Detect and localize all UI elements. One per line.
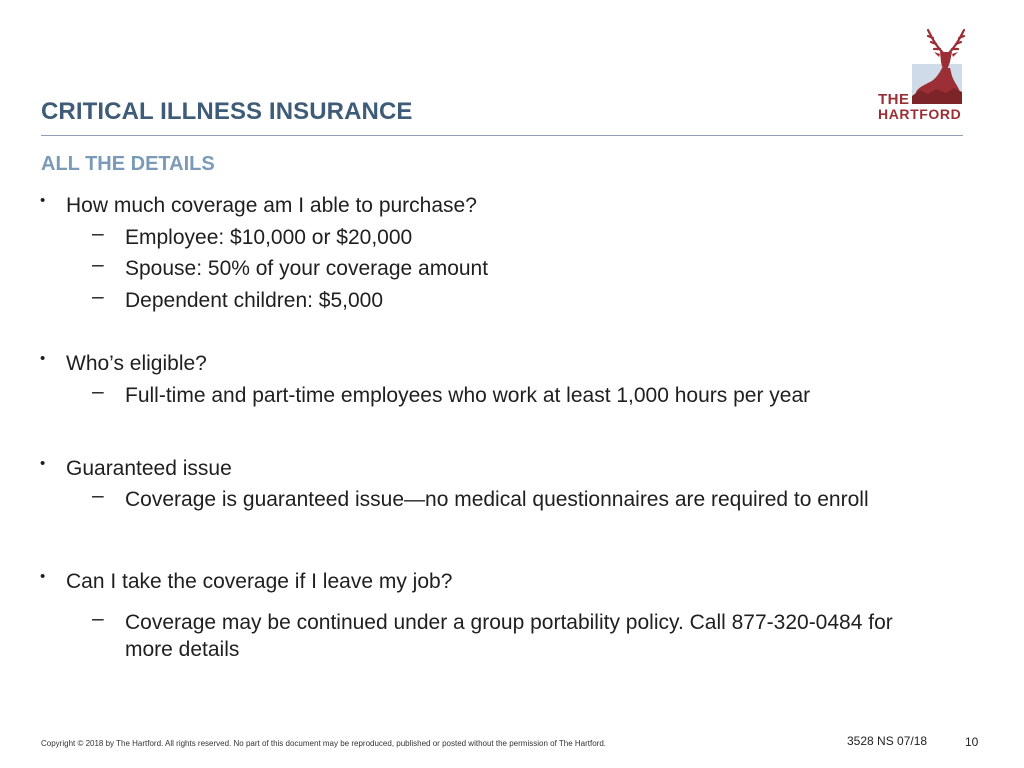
page-number: 10 <box>965 735 979 749</box>
bullet-text: How much coverage am I able to purchase? <box>66 194 477 217</box>
sub-bullet-item <box>92 484 869 512</box>
sub-bullet-item <box>92 380 811 408</box>
dash-marker: – <box>92 484 104 507</box>
dash-marker: – <box>92 285 104 308</box>
sub-bullet-item <box>92 222 413 250</box>
bullet-item <box>40 192 477 218</box>
sub-bullet-text: Coverage may be continued under a group portability policy. Call 877-320-0484 for more details <box>125 611 893 661</box>
sub-bullet-item <box>92 253 489 281</box>
bullet-marker: • <box>40 568 46 585</box>
slide-title: CRITICAL ILLNESS INSURANCE <box>41 98 413 125</box>
bullet-text: Can I take the coverage if I leave my job? <box>66 570 453 593</box>
sub-bullet-text: Dependent children: $5,000 <box>125 289 384 312</box>
title-divider <box>41 135 963 136</box>
document-code: 3528 NS 07/18 <box>847 734 928 748</box>
bullet-item <box>40 568 453 594</box>
dash-marker: – <box>92 607 104 630</box>
logo-wordmark <box>878 92 961 122</box>
sub-bullet-item <box>92 607 935 663</box>
dash-marker: – <box>92 380 104 403</box>
sub-bullet-text: Employee: $10,000 or $20,000 <box>125 226 413 249</box>
sub-bullet-text: Spouse: 50% of your coverage amount <box>125 257 489 280</box>
slide-subtitle: ALL THE DETAILS <box>41 153 215 175</box>
bullet-text: Who’s eligible? <box>66 352 207 375</box>
bullet-marker: • <box>40 455 46 472</box>
dash-marker: – <box>92 222 104 245</box>
sub-bullet-item <box>92 285 384 313</box>
bullet-marker: • <box>40 192 46 209</box>
bullet-item <box>40 455 232 481</box>
bullet-item <box>40 350 207 376</box>
logo-line-1: THE <box>878 91 910 108</box>
dash-marker: – <box>92 253 104 276</box>
bullet-marker: • <box>40 350 46 367</box>
sub-bullet-text: Full-time and part-time employees who work at least 1,000 hours per year <box>125 384 811 407</box>
bullet-text: Guaranteed issue <box>66 457 232 480</box>
sub-bullet-text: Coverage is guaranteed issue—no medical questionnaires are required to enroll <box>125 488 869 511</box>
logo-line-2: HARTFORD <box>878 106 962 122</box>
copyright-notice: Copyright © 2018 by The Hartford. All rights reserved. No part of this document may be reproduced, published or posted without the permission of The Hartford. <box>41 739 607 748</box>
